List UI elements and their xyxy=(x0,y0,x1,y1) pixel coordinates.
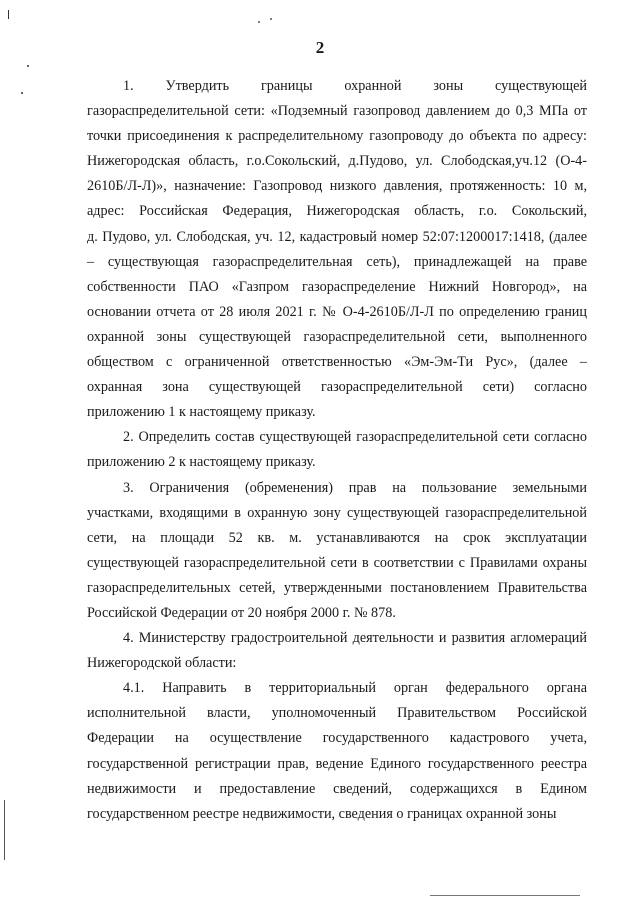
text-line: Российской Федерации от 20 ноября 2000 г. № 878. xyxy=(87,604,396,621)
paragraph-3 xyxy=(87,476,587,627)
paragraph-4 xyxy=(87,626,587,676)
text-line: – существующая газораспределительная сеть), принадлежащей на праве xyxy=(87,253,587,270)
text-line: Нижегородская область, г.о.Сокольский, д.Пудово, ул. Слободская,уч.12 (О-4- xyxy=(87,153,587,170)
paragraph-5 xyxy=(87,676,587,827)
text-line: приложению 1 к настоящему приказу. xyxy=(87,404,316,421)
scan-edge-line xyxy=(4,800,5,860)
text-line: 3. Ограничения (обременения) прав на пользование земельными xyxy=(123,479,587,496)
footer-rule xyxy=(430,895,580,896)
text-line: охранная зона существующей газораспределительной сети) согласно xyxy=(87,379,587,396)
text-line: существующей газораспределительной сети в соответствии с Правилами охраны xyxy=(87,554,587,571)
text-line: 4. Министерству градостроительной деятельности и развития агломераций xyxy=(123,630,587,647)
paragraph-2 xyxy=(87,425,587,475)
paragraph-1 xyxy=(87,74,587,425)
scan-speck xyxy=(270,18,272,20)
text-line: 2. Определить состав существующей газораспределительной сети согласно xyxy=(123,429,587,446)
text-line: д. Пудово, ул. Слободская, уч. 12, кадастровый номер 52:07:1200017:1418, (далее xyxy=(87,228,587,245)
text-line: точки присоединения к распределительному газопроводу до объекта по адресу: xyxy=(87,128,587,145)
scan-speck xyxy=(258,21,260,23)
text-line: государственном реестре недвижимости, сведения о границах охранной зоны xyxy=(87,805,557,822)
document-body xyxy=(87,74,587,827)
text-line: 1. Утвердить границы охранной зоны существующей xyxy=(123,78,587,94)
scan-speck xyxy=(21,92,23,94)
text-line: 4.1. Направить в территориальный орган федерального органа xyxy=(123,680,587,697)
text-line: газораспределительных сетей, утвержденными постановлением Правительства xyxy=(87,579,587,596)
text-line: государственной регистрации прав, ведение Единого государственного реестра xyxy=(87,755,587,772)
text-line: участками, входящими в охранную зону существующей газораспределительной xyxy=(87,504,587,521)
text-line: приложению 2 к настоящему приказу. xyxy=(87,454,316,471)
scan-speck xyxy=(27,65,29,67)
text-line: недвижимости и предоставление сведений, содержащихся в Едином xyxy=(87,780,587,797)
text-line: газораспределительной сети: «Подземный газопровод давлением до 0,3 МПа от xyxy=(87,103,587,120)
text-line: охранной зоны существующей газораспределительной сети, выполненного xyxy=(87,328,587,345)
text-line: Нижегородской области: xyxy=(87,655,237,672)
text-line: основании отчета от 28 июля 2021 г. № О-4-2610Б/Л-Л по определению границ xyxy=(87,303,587,320)
text-line: обществом с ограниченной ответственностью «Эм-Эм-Ти Рус», (далее – xyxy=(87,354,587,371)
page-number: 2 xyxy=(315,38,325,57)
text-line: сети, на площади 52 кв. м. устанавливаются на срок эксплуатации xyxy=(87,529,587,546)
text-line: адрес: Российская Федерация, Нижегородская область, г.о. Сокольский, xyxy=(87,203,587,220)
text-line: 2610Б/Л-Л)», назначение: Газопровод низкого давления, протяженность: 10 м, xyxy=(87,178,587,195)
scan-margin-mark xyxy=(8,10,9,19)
text-line: собственности ПАО «Газпром газораспределение Нижний Новгород», на xyxy=(87,278,587,295)
text-line: Федерации на осуществление государственного кадастрового учета, xyxy=(87,730,587,747)
text-line: исполнительной власти, уполномоченный Правительством Российской xyxy=(87,705,587,722)
